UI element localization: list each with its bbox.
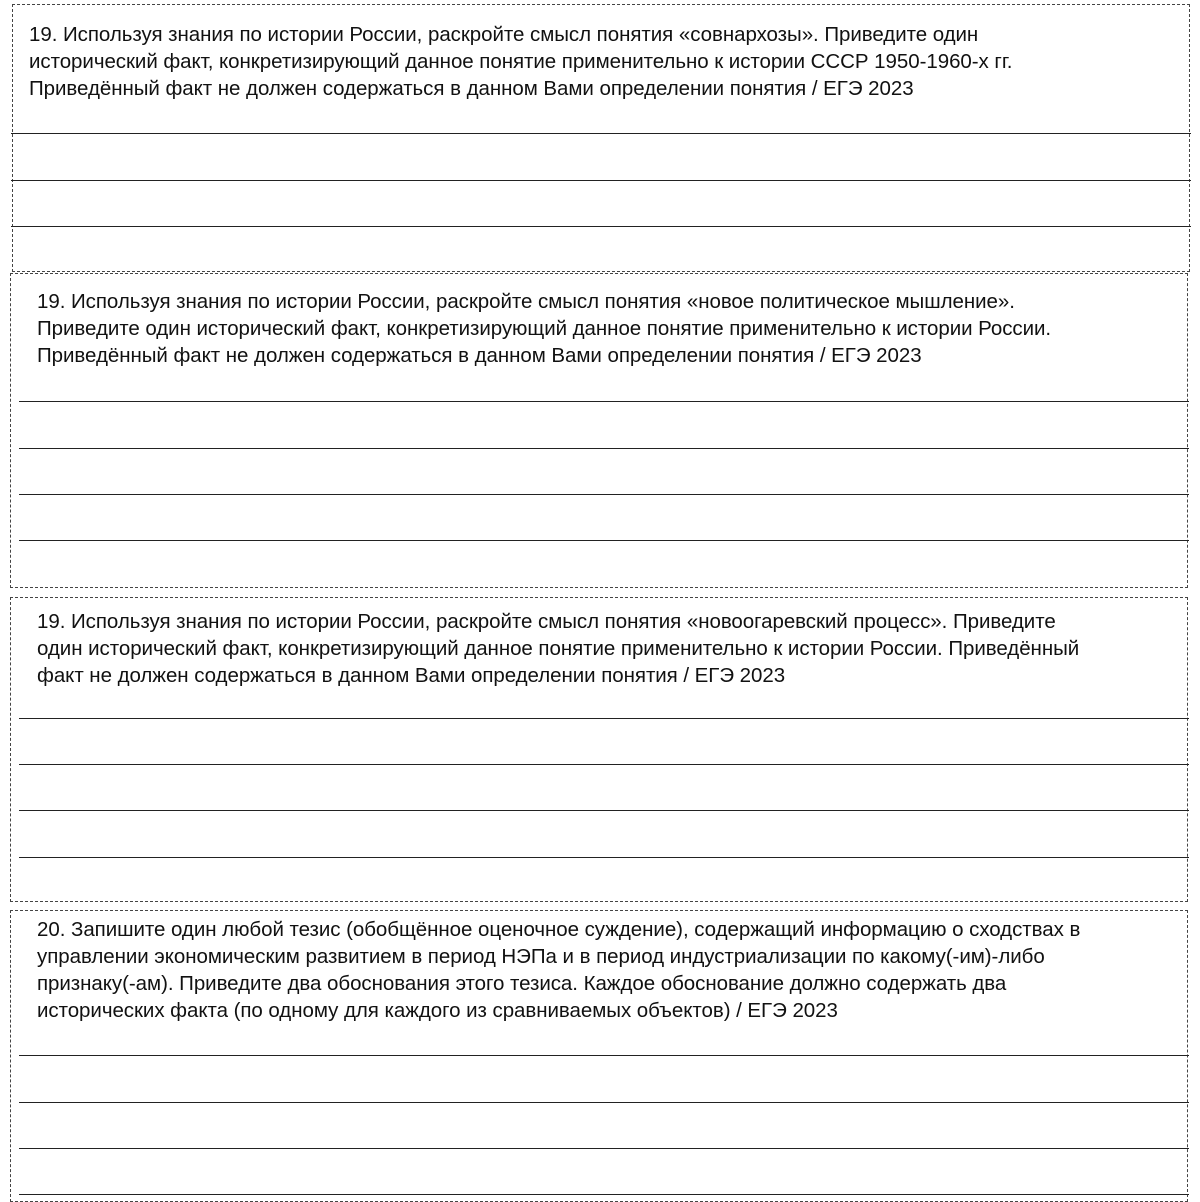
task-text-line: 20. Запишите один любой тезис (обобщённое оценочное суждение), содержащий информацию о сходствах в — [37, 918, 1081, 941]
answer-line[interactable] — [19, 810, 1189, 811]
task-text — [29, 21, 1012, 102]
answer-line[interactable] — [19, 1148, 1189, 1149]
task-text-line: Приведите один исторический факт, конкретизирующий данное понятие применительно к истории России. — [37, 317, 1052, 340]
task-text-line: факт не должен содержаться в данном Вами определении понятия / ЕГЭ 2023 — [37, 664, 786, 687]
task-text — [37, 288, 1051, 369]
task-card — [12, 4, 1190, 272]
answer-line[interactable] — [19, 1194, 1189, 1195]
task-text-line: один исторический факт, конкретизирующий данное понятие применительно к истории России. Приведённый — [37, 637, 1080, 660]
answer-line[interactable] — [19, 494, 1189, 495]
task-text-line: исторический факт, конкретизирующий данное понятие применительно к истории СССР 1950-1960-х гг. — [29, 50, 1013, 73]
task-text-line: 19. Используя знания по истории России, раскройте смысл понятия «новоогаревский процесс». Приведите — [37, 610, 1056, 633]
task-text-line: 19. Используя знания по истории России, раскройте смысл понятия «совнархозы». Приведите один — [29, 23, 979, 46]
task-text — [37, 916, 1080, 1024]
task-card — [10, 910, 1188, 1202]
task-text — [37, 608, 1079, 689]
answer-line[interactable] — [19, 1055, 1189, 1056]
task-text-line: исторических факта (по одному для каждого из сравниваемых объектов) / ЕГЭ 2023 — [37, 999, 838, 1022]
answer-line[interactable] — [19, 718, 1189, 719]
answer-line[interactable] — [19, 540, 1189, 541]
task-text-line: управлении экономическим развитием в период НЭПа и в период индустриализации по какому(-им)-либо — [37, 945, 1045, 968]
answer-line[interactable] — [19, 764, 1189, 765]
task-text-line: Приведённый факт не должен содержаться в данном Вами определении понятия / ЕГЭ 2023 — [29, 77, 914, 100]
answer-line[interactable] — [19, 448, 1189, 449]
answer-line[interactable] — [19, 1102, 1189, 1103]
task-text-line: признаку(-ам). Приведите два обоснования этого тезиса. Каждое обоснование должно содержать два — [37, 972, 1007, 995]
task-card — [10, 273, 1188, 588]
task-card — [10, 597, 1188, 902]
answer-line[interactable] — [11, 133, 1191, 134]
task-text-line: 19. Используя знания по истории России, раскройте смысл понятия «новое политическое мышление». — [37, 290, 1015, 313]
answer-line[interactable] — [11, 226, 1191, 227]
answer-line[interactable] — [19, 857, 1189, 858]
answer-line[interactable] — [11, 180, 1191, 181]
answer-line[interactable] — [19, 401, 1189, 402]
task-text-line: Приведённый факт не должен содержаться в данном Вами определении понятия / ЕГЭ 2023 — [37, 344, 922, 367]
